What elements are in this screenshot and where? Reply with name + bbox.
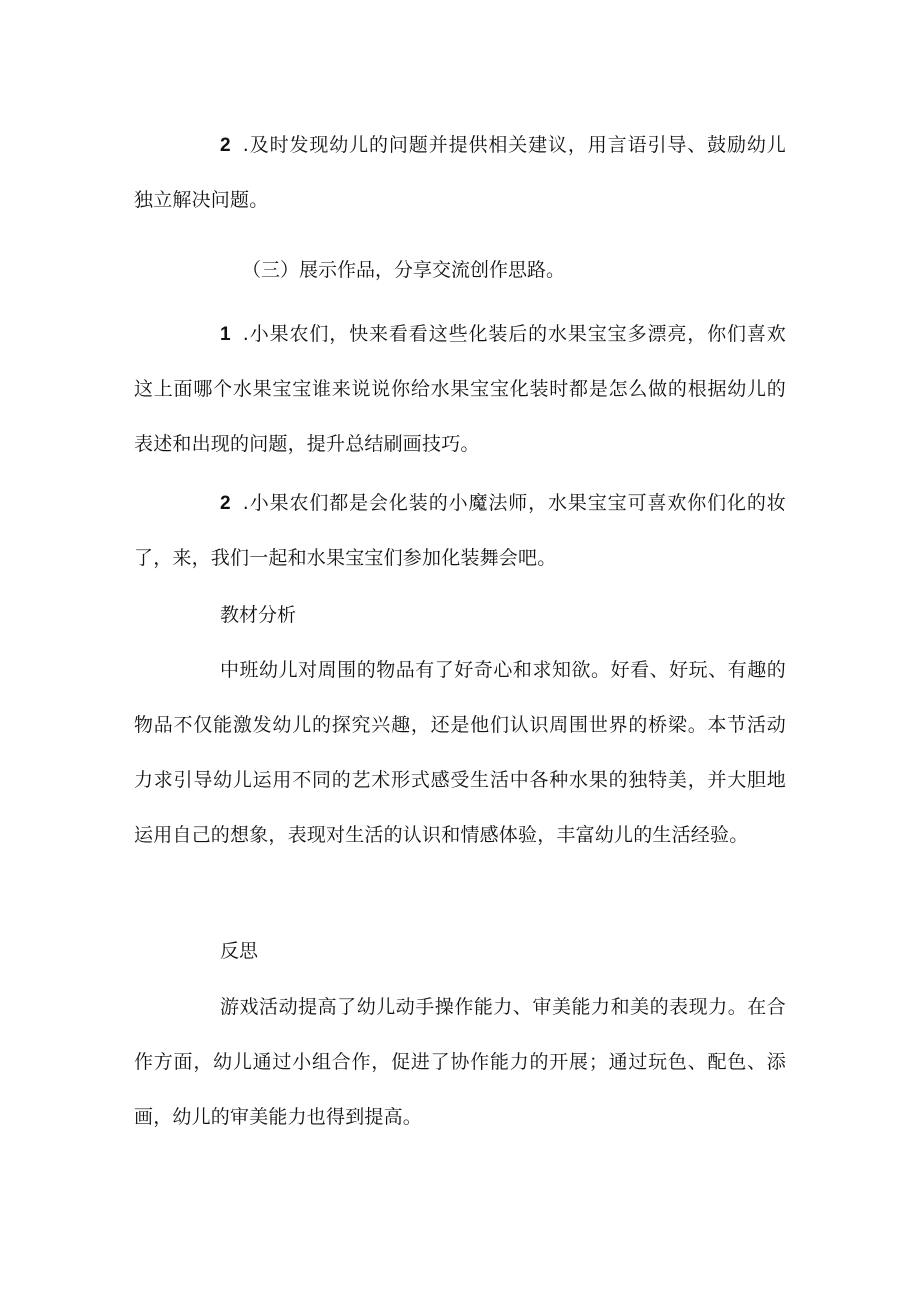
paragraph-step-1 xyxy=(134,307,786,472)
section-heading-3: （三）展示作品，分享交流创作思路。 xyxy=(242,259,566,281)
analysis-heading: 教材分析 xyxy=(220,604,297,626)
paragraph-step-2b xyxy=(134,476,786,586)
analysis-paragraph: 中班幼儿对周围的物品有了好奇心和求知欲。好看、好玩、有趣的物品不仅能激发幼儿的探究兴趣，还是他们认识周围世界的桥梁。本节活动力求引导幼儿运用不同的艺术形式感受生活中各种水果的独特美，并大胆地运用自己的想象，表现对生活的认识和情感体验，丰富幼儿的生活经验。 xyxy=(134,659,786,846)
paragraph-text: .及时发现幼儿的问题并提供相关建议，用言语引导、鼓励幼儿独立解决问题。 xyxy=(134,134,786,211)
paragraph-text: .小果农们都是会化装的小魔法师，水果宝宝可喜欢你们化的妆了，来，我们一起和水果宝宝们参加化装舞会吧。 xyxy=(134,492,786,569)
list-number: 1 xyxy=(220,324,231,345)
list-number: 2 xyxy=(220,493,231,514)
reflection-paragraph: 游戏活动提高了幼儿动手操作能力、审美能力和美的表现力。在合作方面，幼儿通过小组合作，促进了协作能力的开展；通过玩色、配色、添画，幼儿的审美能力也得到提高。 xyxy=(134,996,786,1128)
list-number: 2 xyxy=(220,135,231,156)
paragraph-step-2 xyxy=(134,118,786,228)
reflection-heading: 反思 xyxy=(220,940,259,962)
paragraph-text: .小果农们，快来看看这些化装后的水果宝宝多漂亮，你们喜欢这上面哪个水果宝宝谁来说说你给水果宝宝化装时都是怎么做的根据幼儿的表述和出现的问题，提升总结刷画技巧。 xyxy=(134,323,786,455)
